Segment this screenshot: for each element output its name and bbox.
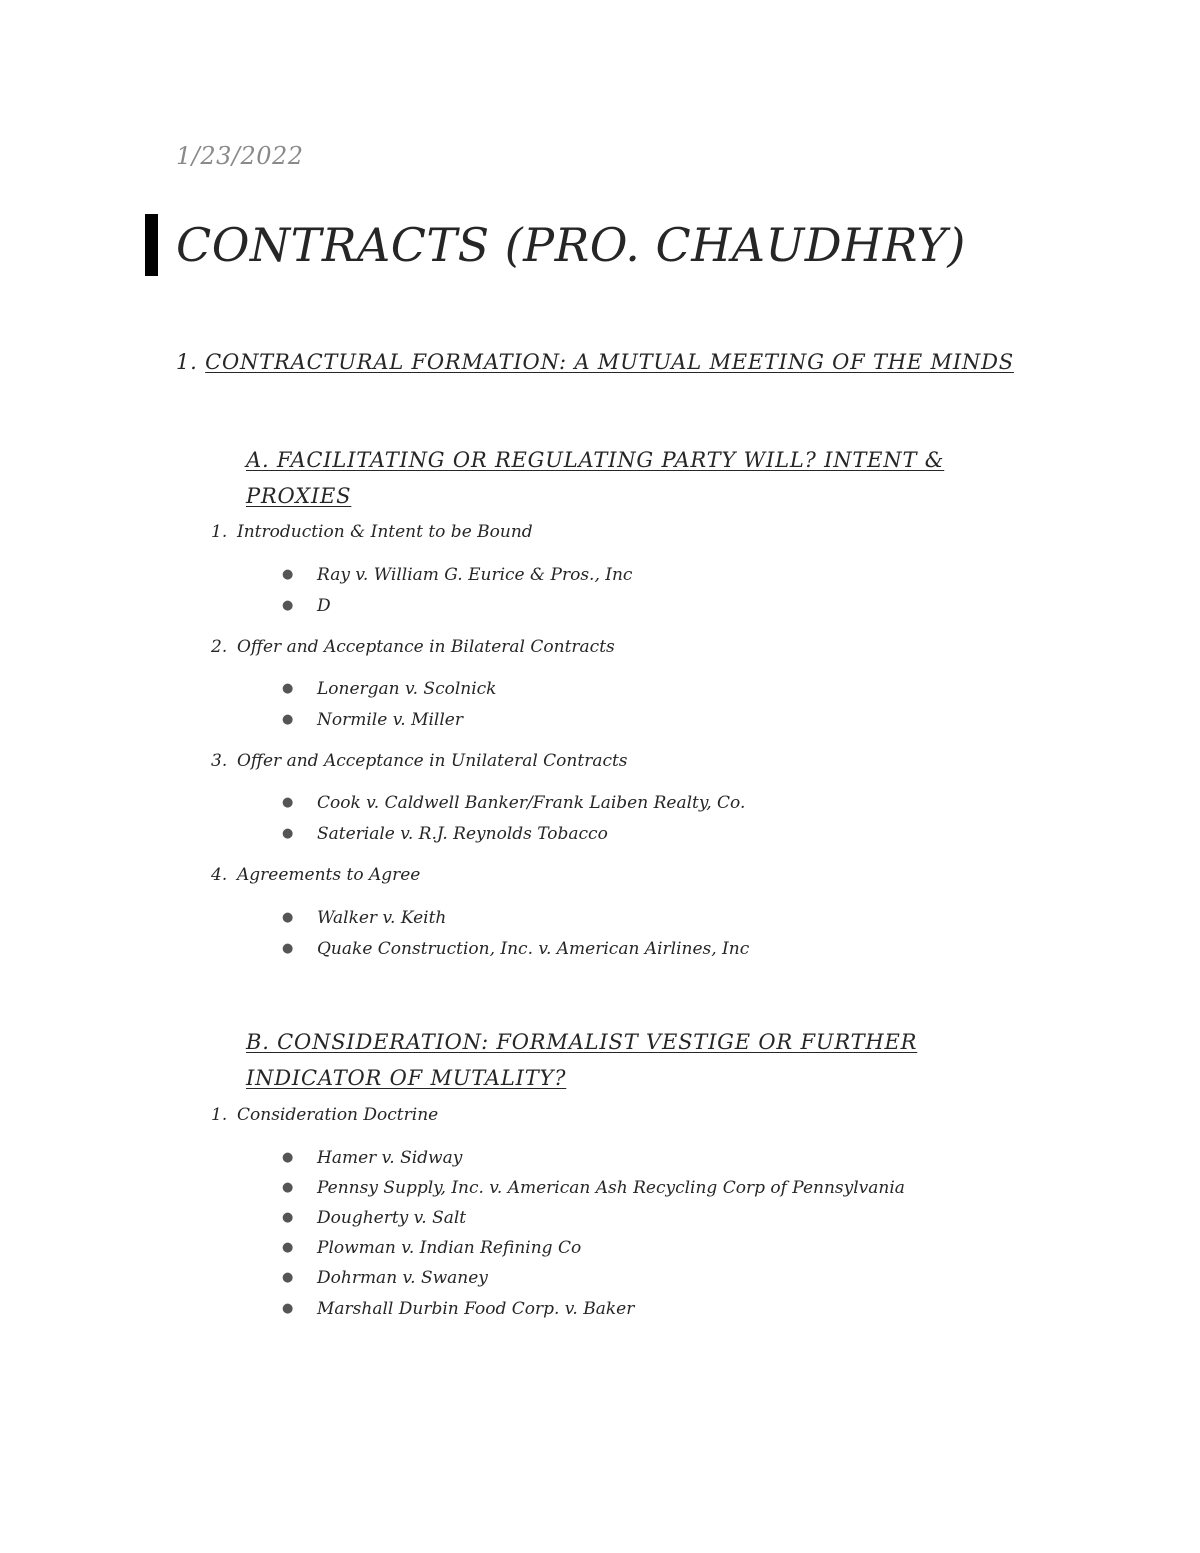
document-title: CONTRACTS (PRO. CHAUDHRY): [176, 218, 966, 272]
bullet-icon: ●: [282, 1301, 294, 1316]
case-item: [282, 565, 632, 585]
topic-item: [211, 522, 533, 542]
topic-number: 2.: [211, 637, 228, 657]
part-a-heading: [246, 442, 966, 514]
case-name: Walker v. Keith: [317, 908, 447, 928]
bullet-icon: ●: [282, 1240, 294, 1255]
case-name: Dougherty v. Salt: [317, 1208, 467, 1228]
case-item: [282, 1238, 581, 1258]
case-item: [282, 710, 463, 730]
bullet-icon: ●: [282, 681, 294, 696]
case-name: Hamer v. Sidway: [317, 1148, 463, 1168]
bullet-icon: ●: [282, 1270, 294, 1285]
topic-number: 1.: [211, 1105, 228, 1125]
bullet-icon: ●: [282, 598, 294, 613]
case-item: [282, 1299, 634, 1319]
bullet-icon: ●: [282, 910, 294, 925]
topic-label: Agreements to Agree: [237, 865, 421, 885]
case-name: Lonergan v. Scolnick: [317, 679, 497, 699]
case-name: Cook v. Caldwell Banker/Frank Laiben Realty, Co.: [317, 793, 746, 813]
bullet-icon: ●: [282, 795, 294, 810]
topic-item: [211, 865, 420, 885]
bullet-icon: ●: [282, 826, 294, 841]
part-a-heading-line2: PROXIES: [246, 484, 352, 508]
part-b-heading-line2: INDICATOR OF MUTALITY?: [246, 1066, 567, 1090]
case-name: Ray v. William G. Eurice & Pros., Inc: [317, 565, 633, 585]
case-name: Sateriale v. R.J. Reynolds Tobacco: [317, 824, 608, 844]
topic-label: Offer and Acceptance in Unilateral Contracts: [237, 751, 628, 771]
bullet-icon: ●: [282, 941, 294, 956]
case-name: Marshall Durbin Food Corp. v. Baker: [317, 1299, 635, 1319]
case-name: Quake Construction, Inc. v. American Airlines, Inc: [317, 939, 750, 959]
case-item: [282, 824, 608, 844]
bullet-icon: ●: [282, 567, 294, 582]
case-name: D: [317, 596, 331, 616]
section-number: 1.: [176, 350, 198, 374]
case-item: [282, 679, 496, 699]
case-item: [282, 596, 331, 616]
topic-item: [211, 751, 628, 771]
section-title: CONTRACTURAL FORMATION: A MUTUAL MEETING OF THE MINDS: [205, 350, 1014, 374]
topic-number: 3.: [211, 751, 228, 771]
topic-label: Introduction & Intent to be Bound: [237, 522, 533, 542]
case-item: [282, 1268, 488, 1288]
case-item: [282, 1208, 466, 1228]
part-b-heading: [246, 1024, 966, 1096]
topic-label: Offer and Acceptance in Bilateral Contracts: [237, 637, 615, 657]
part-a-heading-line1: A. FACILITATING OR REGULATING PARTY WILL? INTENT &: [246, 448, 945, 472]
case-name: Normile v. Miller: [317, 710, 463, 730]
topic-label: Consideration Doctrine: [237, 1105, 439, 1125]
case-item: [282, 908, 446, 928]
case-name: Plowman v. Indian Refining Co: [317, 1238, 582, 1258]
bullet-icon: ●: [282, 1210, 294, 1225]
topic-number: 1.: [211, 522, 228, 542]
topic-item: [211, 1105, 438, 1125]
case-item: [282, 793, 745, 813]
case-item: [282, 939, 749, 959]
case-name: Dohrman v. Swaney: [317, 1268, 488, 1288]
part-b-heading-line1: B. CONSIDERATION: FORMALIST VESTIGE OR FURTHER: [246, 1030, 918, 1054]
title-marker: [145, 214, 158, 276]
topic-item: [211, 637, 615, 657]
section-heading: [176, 350, 1014, 374]
case-item: [282, 1178, 905, 1198]
bullet-icon: ●: [282, 1180, 294, 1195]
case-item: [282, 1148, 462, 1168]
topic-number: 4.: [211, 865, 228, 885]
document-date: 1/23/2022: [176, 142, 304, 170]
bullet-icon: ●: [282, 1150, 294, 1165]
case-name: Pennsy Supply, Inc. v. American Ash Recycling Corp of Pennsylvania: [317, 1178, 905, 1198]
bullet-icon: ●: [282, 712, 294, 727]
